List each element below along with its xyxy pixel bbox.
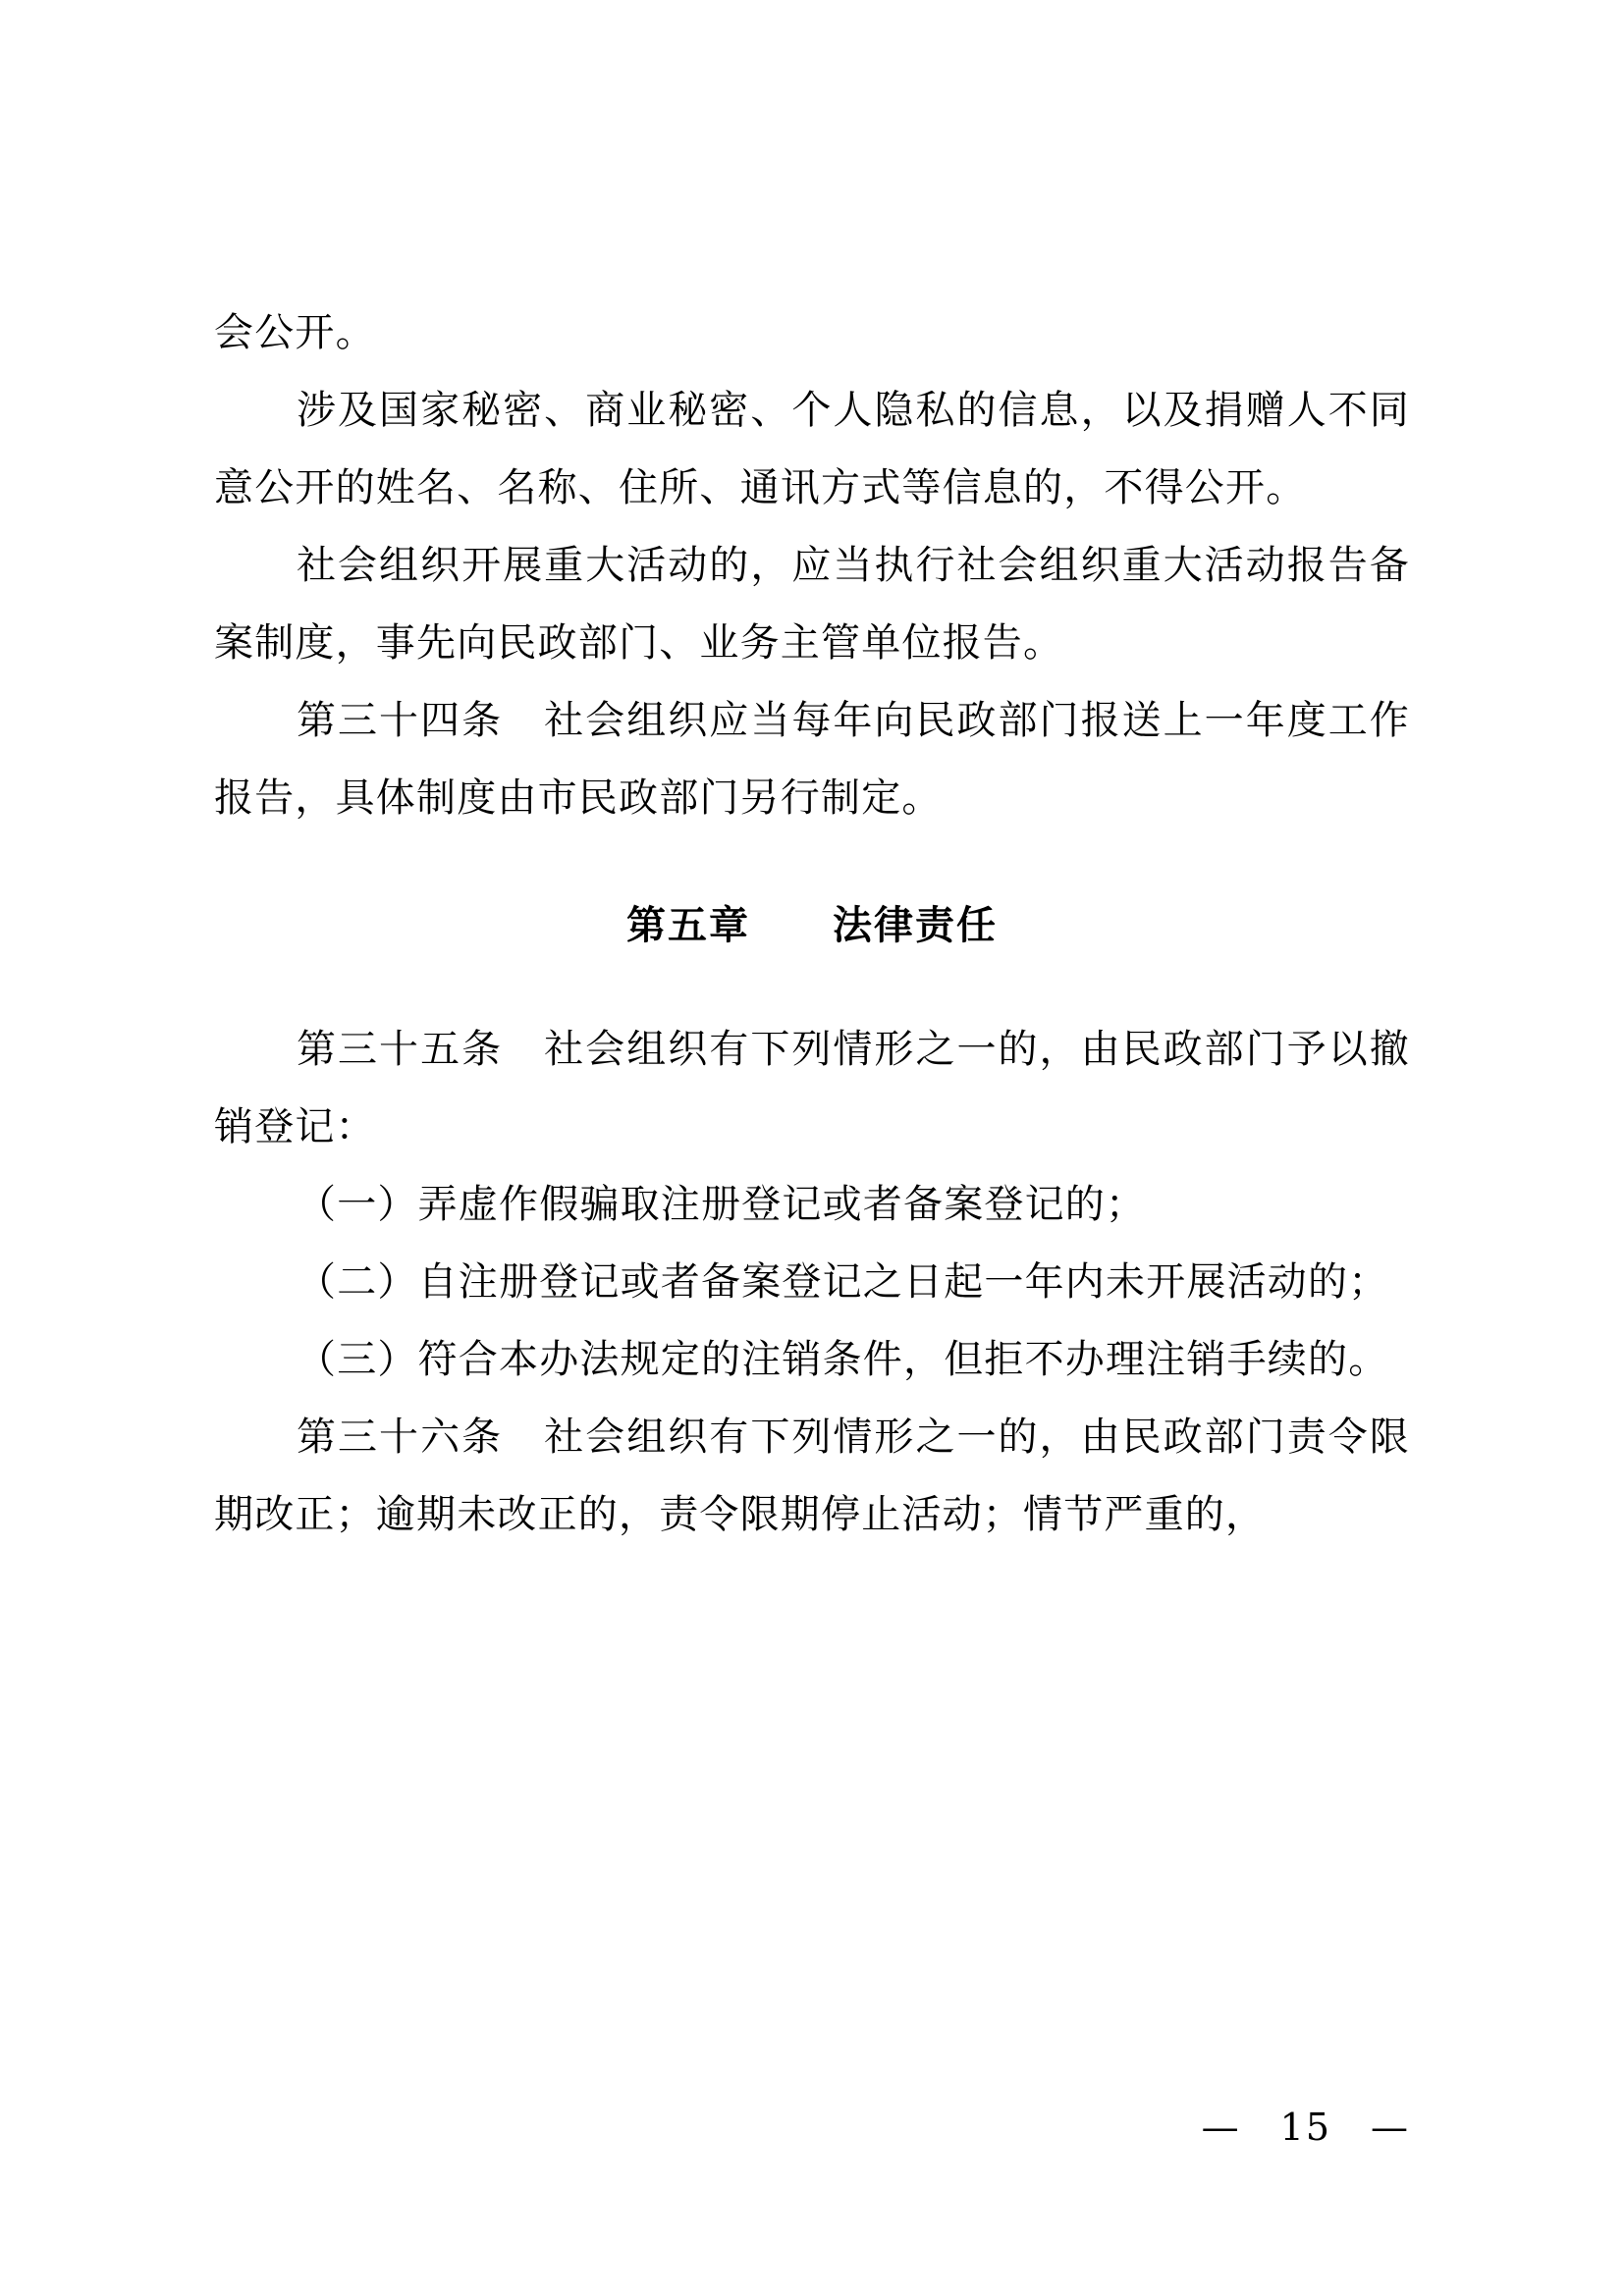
paragraph-article-34: 第三十四条 社会组织应当每年向民政部门报送上一年度工作报告，具体制度由市民政部门另行制定。 (214, 698, 1410, 821)
list-item: （三）符合本办法规定的注销条件，但拒不办理注销手续的。 (297, 1337, 1389, 1382)
paragraph: 涉及国家秘密、商业秘密、个人隐私的信息，以及捐赠人不同意公开的姓名、名称、住所、通讯方式等信息的，不得公开。 (214, 388, 1410, 510)
list-item: （二）自注册登记或者备案登记之日起一年内未开展活动的； (297, 1259, 1389, 1305)
page-number (0, 2097, 1410, 2151)
chapter-heading: 第五章 法律责任 (626, 903, 998, 948)
paragraph: 社会组织开展重大活动的，应当执行社会组织重大活动报告备案制度，事先向民政部门、业务主管单位报告。 (214, 543, 1410, 666)
paragraph: 会公开。 (214, 310, 376, 355)
paragraph-article-35: 第三十五条 社会组织有下列情形之一的，由民政部门予以撤销登记： (214, 1027, 1410, 1149)
list-item: （一）弄虚作假骗取注册登记或者备案登记的； (297, 1182, 1147, 1227)
page-number-value: — 15 — (1201, 2106, 1410, 2149)
paragraph-article-36: 第三十六条 社会组织有下列情形之一的，由民政部门责令限期改正；逾期未改正的，责令限期停止活动；情节严重的， (214, 1415, 1410, 1537)
